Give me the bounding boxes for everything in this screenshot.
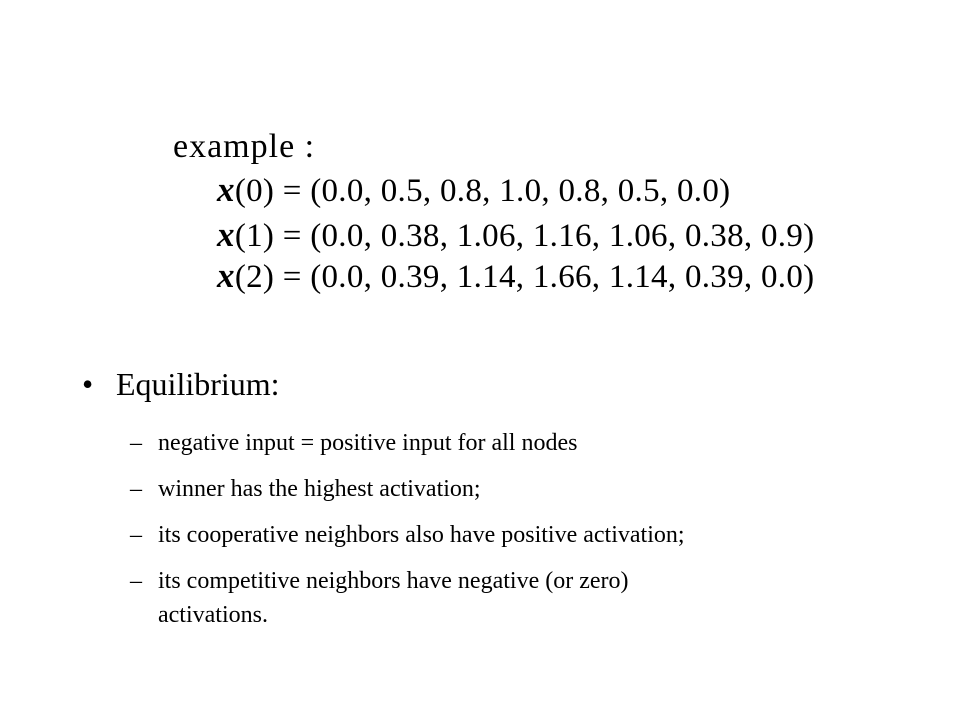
equation-values: = (0.0, 0.39, 1.14, 1.66, 1.14, 0.39, 0.0) [274,259,815,295]
dash-marker: – [130,476,142,502]
sub-item-continuation: activations. [158,602,268,628]
bullet-marker: • [82,366,94,402]
bullet-title: Equilibrium: [116,366,280,402]
equation-index: (0) [234,173,275,209]
sub-item [130,520,685,550]
dash-marker: – [130,568,142,594]
example-label: example : [173,128,316,165]
sub-item-text: its cooperative neighbors also have positive activation; [158,522,685,548]
equation-x1 [217,215,814,255]
equation-variable: x [217,170,235,209]
sub-item [130,474,481,504]
equation-values: = (0.0, 0.5, 0.8, 1.0, 0.8, 0.5, 0.0) [274,173,731,209]
equation-variable: x [217,215,235,254]
sub-item-text: its competitive neighbors have negative (or zero) [158,568,629,594]
sub-item-text: negative input = positive input for all nodes [158,430,578,456]
dash-marker: – [130,430,142,456]
equation-values: = (0.0, 0.38, 1.06, 1.16, 1.06, 0.38, 0.9) [274,218,815,254]
equation-index: (1) [234,218,275,254]
sub-item-text: winner has the highest activation; [158,476,481,502]
equation-variable: x [217,256,235,295]
dash-marker: – [130,522,142,548]
bullet-equilibrium [82,366,280,403]
sub-item [130,428,577,458]
example-block [0,0,960,300]
equation-x2 [217,256,814,296]
sub-item [130,566,629,596]
equation-index: (2) [234,259,275,295]
equation-x0 [217,170,730,210]
